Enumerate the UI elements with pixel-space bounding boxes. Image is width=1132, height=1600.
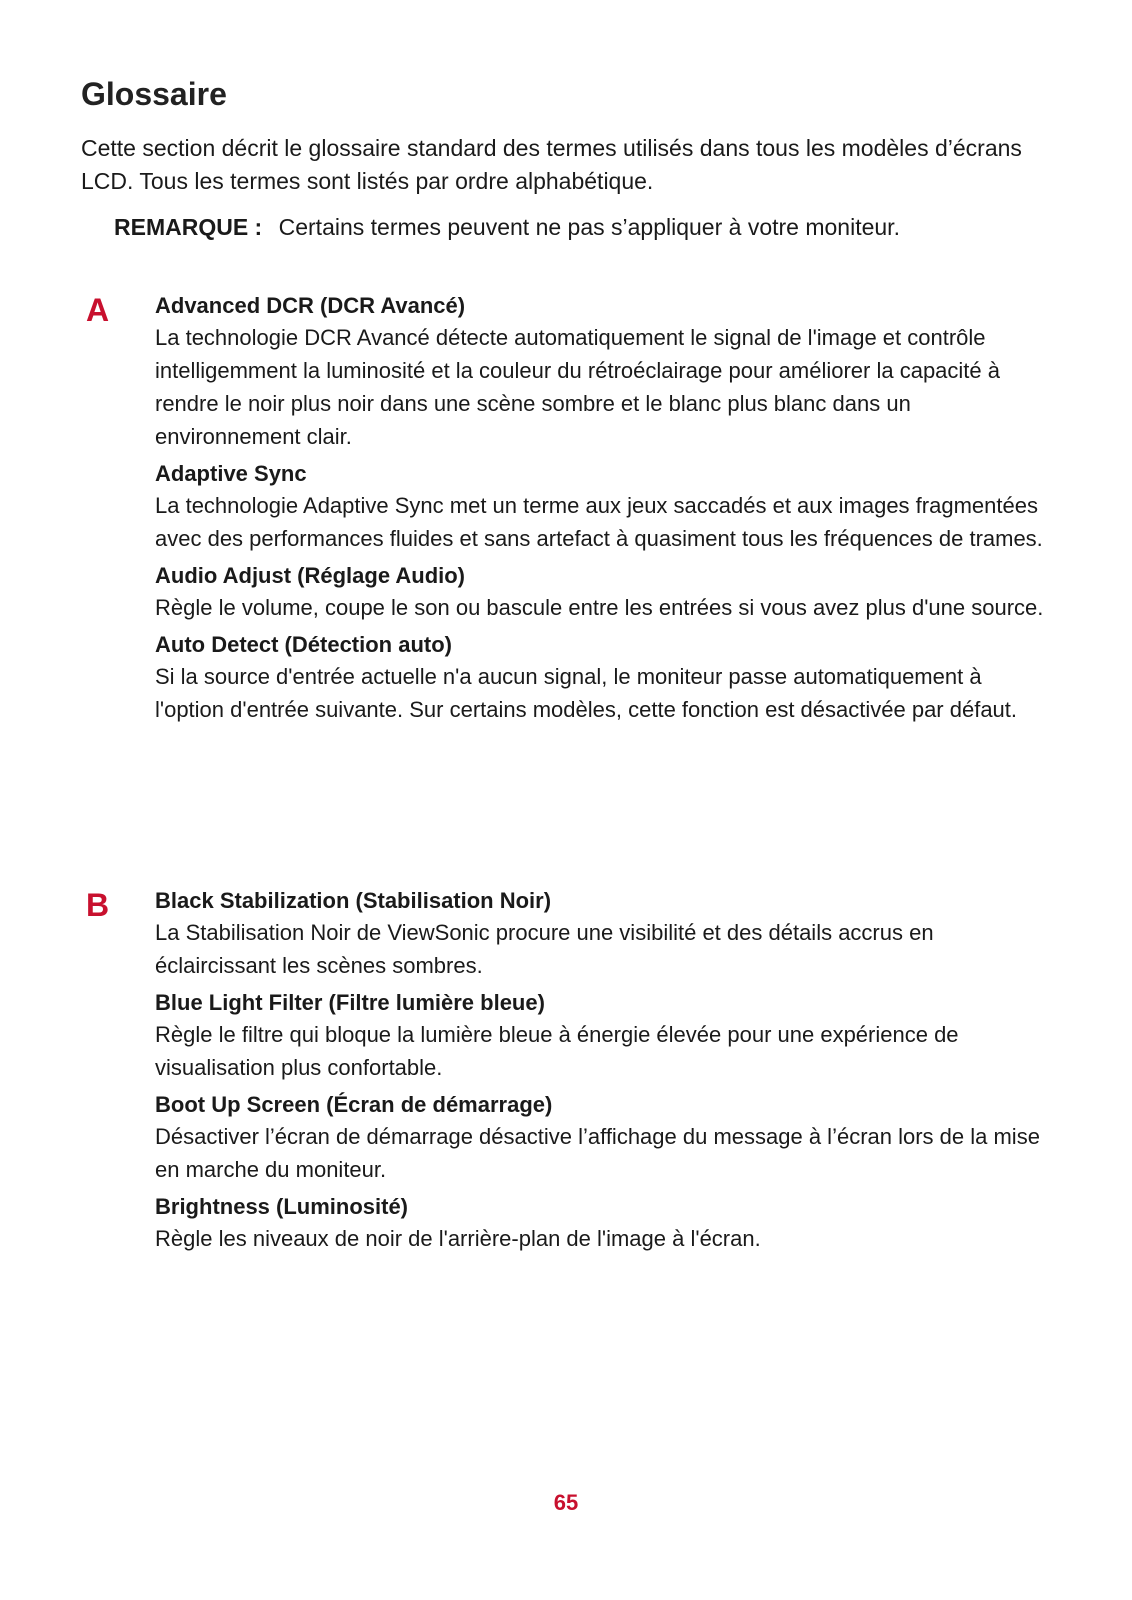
entry-definition: La Stabilisation Noir de ViewSonic procure une visibilité et des détails accrus en éclaircissant les scènes sombres. [155, 920, 934, 978]
entry-definition: La technologie Adaptive Sync met un terme aux jeux saccadés et aux images fragmentées avec des performances fluides et sans artefact à quasiment tous les fréquences de trames. [155, 493, 1043, 551]
glossary-entry [155, 987, 1055, 1084]
section-letter: A [86, 292, 110, 328]
glossary-entry [155, 885, 1055, 982]
entry-definition: Si la source d'entrée actuelle n'a aucun signal, le moniteur passe automatiquement à l'option d'entrée suivante. Sur certains modèles, cette fonction est désactivée par défaut. [155, 664, 1018, 722]
entry-term: Boot Up Screen (Écran de démarrage) [155, 1092, 553, 1117]
page-number: 65 [553, 1490, 579, 1515]
glossary-entry [155, 629, 1055, 726]
glossary-entry [155, 458, 1055, 555]
entry-term: Brightness (Luminosité) [155, 1194, 409, 1219]
note-text: Certains termes peuvent ne pas s’appliquer à votre moniteur. [278, 214, 900, 240]
entry-term: Audio Adjust (Réglage Audio) [155, 563, 466, 588]
section-letter: B [86, 887, 110, 923]
intro-paragraph: Cette section décrit le glossaire standard des termes utilisés dans tous les modèles d’écrans LCD. Tous les termes sont listés par ordre alphabétique. [81, 135, 1022, 194]
glossary-entry [155, 1089, 1055, 1186]
entry-term: Advanced DCR (DCR Avancé) [155, 293, 466, 318]
note-label: REMARQUE : [114, 214, 263, 240]
entry-definition: Règle les niveaux de noir de l'arrière-plan de l'image à l'écran. [155, 1226, 761, 1251]
entry-definition: Désactiver l’écran de démarrage désactive l’affichage du message à l’écran lors de la mise en marche du moniteur. [155, 1124, 1040, 1182]
glossary-entry [155, 290, 1055, 453]
glossary-entry [155, 1191, 1055, 1255]
entry-term: Auto Detect (Détection auto) [155, 632, 452, 657]
page-title: Glossaire [81, 76, 227, 112]
entry-list [155, 290, 1055, 731]
note [114, 211, 1074, 243]
entry-definition: La technologie DCR Avancé détecte automatiquement le signal de l'image et contrôle intelligemment la luminosité et la couleur du rétroéclairage pour améliorer la capacité à rendre le noir plus noir dans une scène sombre et le blanc plus blanc dans un environnement clair. [155, 325, 1000, 449]
glossary-entry [155, 560, 1055, 624]
entry-list [155, 885, 1055, 1260]
entry-definition: Règle le volume, coupe le son ou bascule entre les entrées si vous avez plus d'une source. [155, 595, 1044, 620]
entry-term: Black Stabilization (Stabilisation Noir) [155, 888, 552, 913]
entry-definition: Règle le filtre qui bloque la lumière bleue à énergie élevée pour une expérience de visualisation plus confortable. [155, 1022, 959, 1080]
entry-term: Adaptive Sync [155, 461, 307, 486]
entry-term: Blue Light Filter (Filtre lumière bleue) [155, 990, 545, 1015]
